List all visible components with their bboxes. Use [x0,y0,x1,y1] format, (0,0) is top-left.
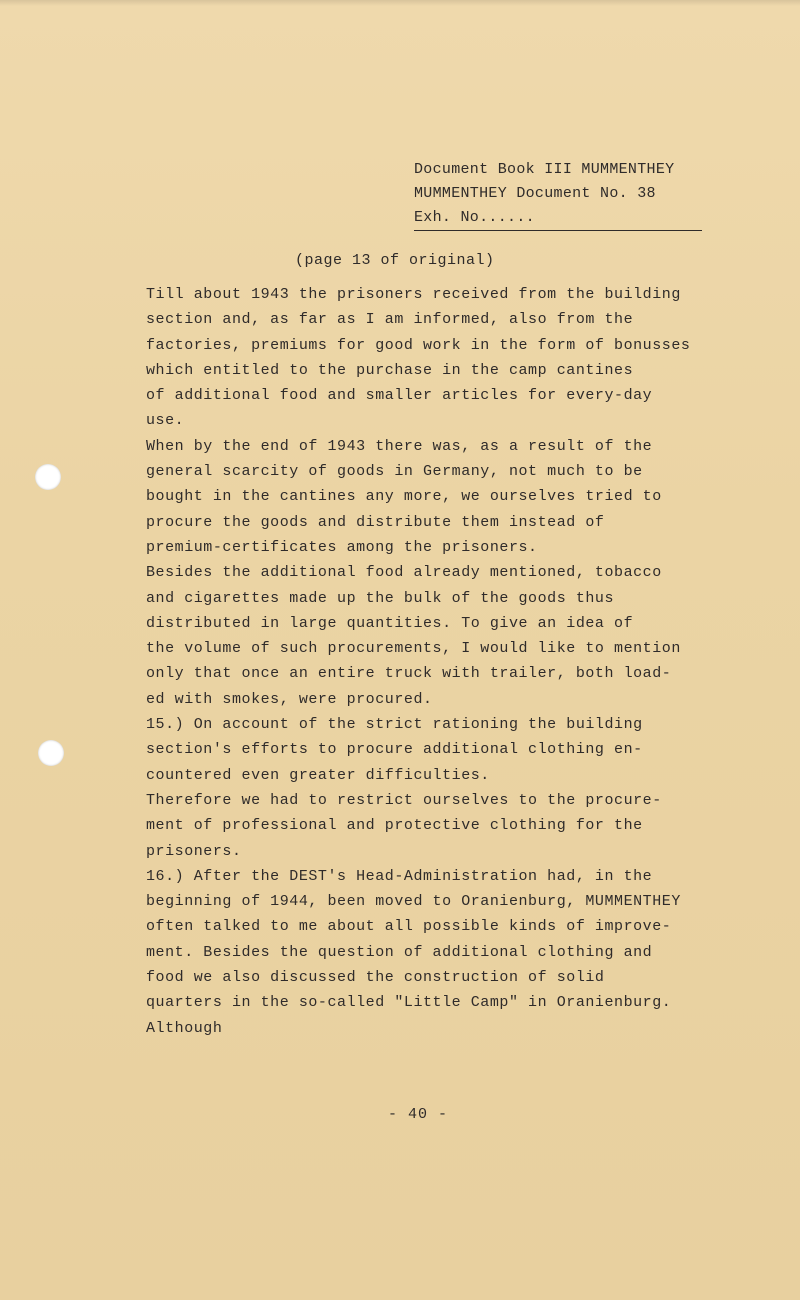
body-line: general scarcity of goods in Germany, not much to be [146,463,643,481]
body-line: and cigarettes made up the bulk of the goods thus [146,589,615,607]
body-line: bought in the cantines any more, we ourselves tried to [146,488,662,506]
body-line: the volume of such procurements, I would like to mention [146,640,681,658]
body-line: food we also discussed the construction of solid [146,969,605,987]
page-number: - 40 - [388,1106,449,1123]
body-line: which entitled to the purchase in the camp cantines [146,361,634,379]
body-line: often talked to me about all possible kinds of improve- [146,918,672,936]
body-line: Therefore we had to restrict ourselves to the procure- [146,791,662,809]
header-line-book: Document Book III MUMMENTHEY [414,161,675,178]
body-line: factories, premiums for good work in the form of bonusses [146,336,691,354]
body-line: of additional food and smaller articles for every-day [146,387,653,405]
body-line: premium-certificates among the prisoners. [146,538,538,556]
body-line: ed with smokes, were procured. [146,690,433,708]
body-text [146,282,758,1041]
body-line: use. [146,412,185,430]
document-header [414,158,734,231]
body-line: section and, as far as I am informed, also from the [146,311,634,329]
body-line: Although [146,1019,223,1037]
body-line: beginning of 1944, been moved to Oranienburg, MUMMENTHEY [146,893,681,911]
body-line: Besides the additional food already mentioned, tobacco [146,564,662,582]
header-line-document-no: MUMMENTHEY Document No. 38 [414,185,656,202]
body-line: When by the end of 1943 there was, as a result of the [146,437,653,455]
header-line-exhibit: Exh. No...... [414,206,702,231]
body-line: quarters in the so-called "Little Camp" in Oranienburg. [146,994,672,1012]
punch-hole-bottom [38,740,64,766]
body-line: 15.) On account of the strict rationing the building [146,716,643,734]
body-line: only that once an entire truck with trailer, both load- [146,665,672,683]
body-line: countered even greater difficulties. [146,766,490,784]
body-line: distributed in large quantities. To give an idea of [146,614,634,632]
body-line: ment. Besides the question of additional clothing and [146,943,653,961]
body-line: ment of professional and protective clothing for the [146,817,643,835]
punch-hole-top [35,464,61,490]
body-line: Till about 1943 the prisoners received from the building [146,286,681,303]
body-line: procure the goods and distribute them instead of [146,513,605,531]
page-top-edge [0,0,800,6]
body-line: prisoners. [146,842,242,860]
body-line: section's efforts to procure additional clothing en- [146,741,643,759]
original-page-note: (page 13 of original) [295,252,495,269]
body-line: 16.) After the DEST's Head-Administration had, in the [146,867,653,885]
